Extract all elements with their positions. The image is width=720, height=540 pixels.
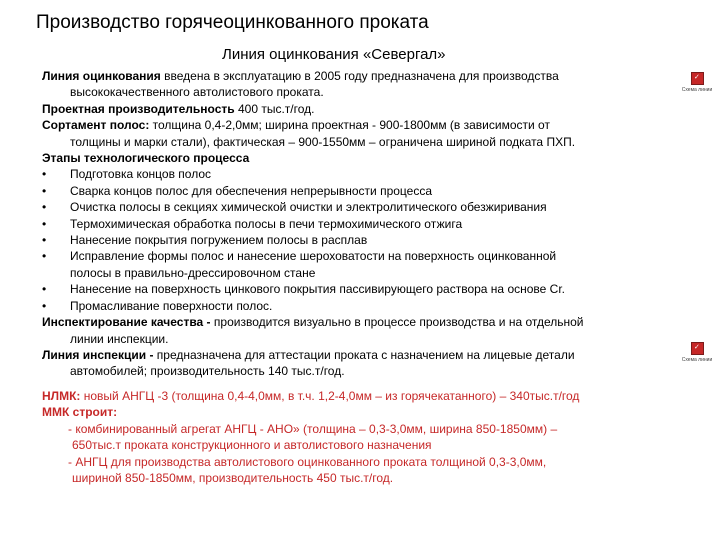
label-line: Линия оцинкования (42, 69, 161, 83)
list-item-text: Термохимическая обработка полосы в печи термохимического отжига (70, 216, 463, 231)
page-subtitle: Линия оцинкования «Севергал» (222, 46, 446, 63)
list-item-text: Подготовка концов полос (70, 167, 212, 182)
list-item (42, 199, 682, 215)
paragraph-mmk (42, 404, 692, 420)
label-capacity: Проектная производительность (42, 101, 235, 116)
text-nlmk: новый АНГЦ -3 (толщина 0,4-4,0мм, в т.ч. 1,2-4,0мм – из горячекатанного) – 340тыс.т/год (80, 389, 580, 403)
paragraph-assortment (42, 117, 682, 133)
list-item (42, 232, 682, 248)
list-item (42, 183, 682, 199)
text-inspection: производится визуально в процессе производства и на отдельной (210, 315, 584, 330)
bullet-icon: • (42, 216, 47, 231)
hyperlink-icon[interactable] (691, 72, 704, 85)
list-item (42, 281, 682, 297)
hyperlink-caption: Схема линии (681, 357, 713, 363)
text-line-intro-cont: высококачественного автолистового проката. (70, 85, 324, 100)
list-item (42, 298, 682, 314)
list-item-text-cont: полосы в правильно-дрессировочном стане (70, 265, 316, 280)
text-inspection-cont: линии инспекции. (70, 331, 169, 346)
mmk-item-cont: шириной 850-1850мм, производительность 450 тыс.т/год. (72, 471, 394, 486)
hyperlink-icon[interactable] (691, 342, 704, 355)
mmk-item: - комбинированный агрегат АНГЦ - АНО» (толщина – 0,3-3,0мм, ширина 850-1850мм) – (68, 421, 558, 436)
list-item-text: Нанесение покрытия погружением полосы в расплав (70, 233, 368, 248)
list-item-text: Нанесение на поверхность цинкового покрытия пассивирующего раствора на основе Cr. (70, 282, 565, 297)
text-inspection-line: предназначена для аттестации проката с назначением на лицевые детали (153, 347, 575, 362)
list-item (42, 248, 682, 281)
list-item-text: Исправление формы полос и нанесение шероховатости на поверхность оцинкованной (70, 249, 557, 264)
label-nlmk: НЛМК: (42, 389, 81, 403)
hyperlink-caption: Схема линии (681, 87, 713, 93)
label-mmk: ММК строит: (42, 405, 118, 420)
bullet-icon: • (42, 183, 47, 198)
main-text (42, 68, 682, 380)
stages-heading-text: Этапы технологического процесса (42, 151, 250, 166)
bullet-icon: • (42, 167, 47, 182)
text-assortment: толщина 0,4-2,0мм; ширина проектная - 900-1800мм (в зависимости от (149, 118, 550, 133)
paragraph-inspection (42, 314, 682, 330)
list-item (42, 216, 682, 232)
text-capacity: 400 тыс.т/год. (234, 101, 315, 116)
bullet-icon: • (42, 233, 47, 248)
label-assortment: Сортамент полос: (42, 118, 150, 133)
paragraph-line-intro (42, 68, 682, 84)
label-inspection-line: Линия инспекции - (42, 347, 154, 362)
mmk-item: - АНГЦ для производства автолистового оцинкованного проката толщиной 0,3-3,0мм, (68, 454, 547, 469)
list-item-text: Промасливание поверхности полос. (70, 298, 273, 313)
mmk-item-cont: 650тыс.т проката конструкционного и автолистового назначения (72, 438, 432, 453)
paragraph-capacity (42, 101, 682, 117)
list-item-text: Сварка концов полос для обеспечения непрерывности процесса (70, 183, 433, 198)
competitors-block (42, 388, 692, 486)
text-line-intro: введена в эксплуатацию в 2005 году предназначена для производства (160, 69, 559, 83)
bullet-icon: • (42, 200, 47, 215)
list-item-text: Очистка полосы в секциях химической очистки и электролитического обезжиривания (70, 200, 547, 215)
text-assortment-cont: толщины и марки стали), фактическая – 900-1550мм – ограничена шириной подката ПХП. (70, 134, 576, 149)
stages-heading (42, 150, 682, 166)
bullet-icon: • (42, 282, 47, 297)
paragraph-nlmk (42, 388, 692, 404)
bullet-icon: • (42, 249, 47, 264)
bullet-icon: • (42, 298, 47, 313)
text-inspection-line-cont: автомобилей; производительность 140 тыс.т/год. (70, 364, 345, 379)
label-inspection: Инспектирование качества - (42, 315, 211, 330)
list-item (42, 166, 682, 182)
paragraph-inspection-line (42, 347, 682, 363)
page-title: Производство горячеоцинкованного проката (36, 12, 429, 33)
